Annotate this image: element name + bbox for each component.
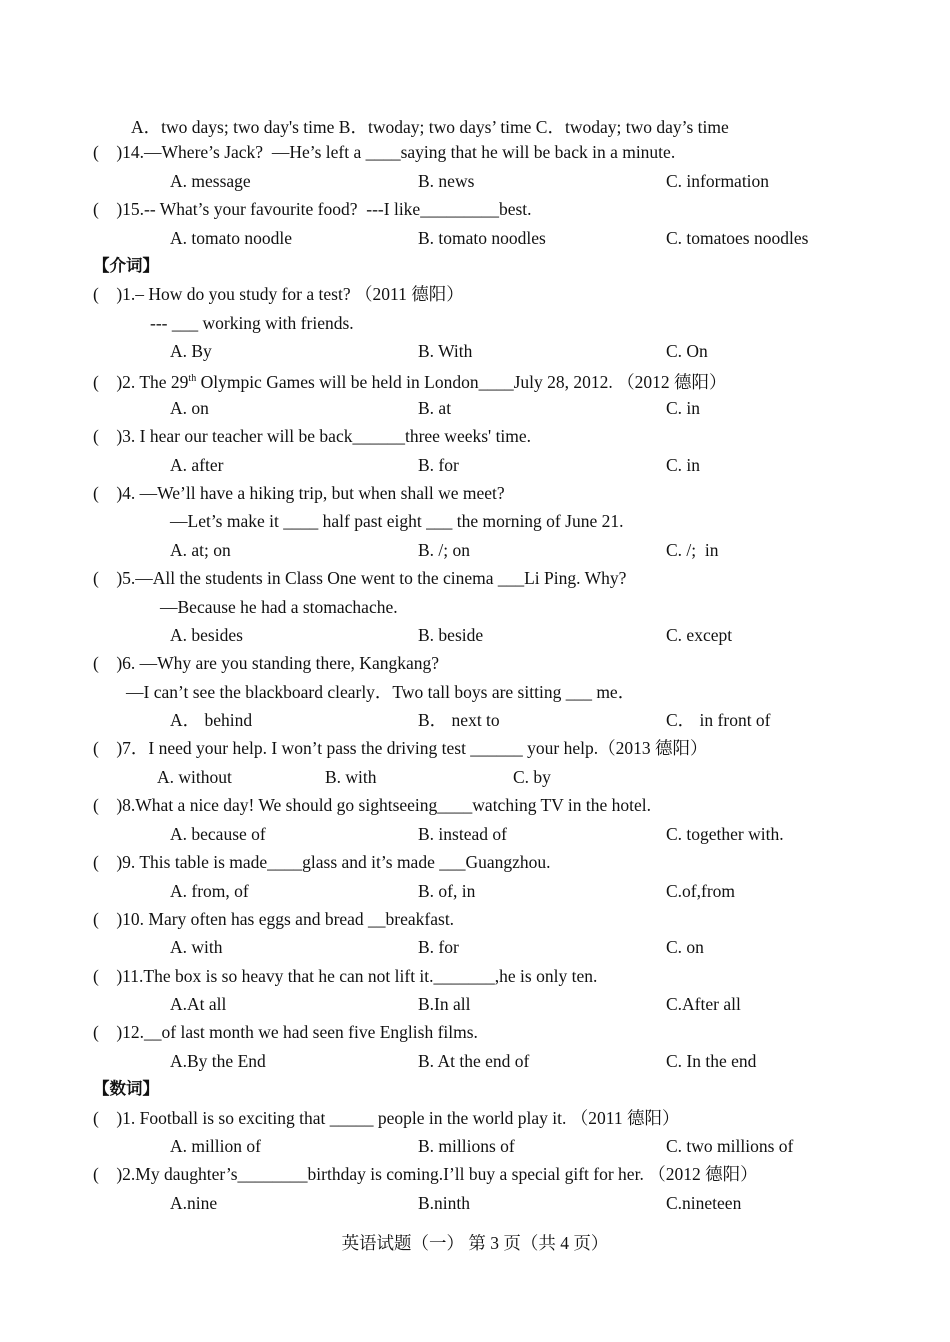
prep-q12-stem: ( )12.__of last month we had seen five English films. xyxy=(93,1022,478,1042)
prep-q9-option-c: C.of,from xyxy=(666,881,736,901)
question-14-option-a: A. message xyxy=(170,171,251,191)
carry-over-options: A．two days; two day's time B．twoday; two days’ time C．twoday; two day’s time xyxy=(131,117,729,137)
prep-q3-option-c: C. in xyxy=(666,455,701,475)
prep-q4-option-a: A. at; on xyxy=(170,540,231,560)
prep-q5-option-a: A. besides xyxy=(170,625,243,645)
prep-q7-option-a: A. without xyxy=(157,767,232,787)
prep-q10-option-a: A. with xyxy=(170,937,223,957)
num-q1-option-c: C. two millions of xyxy=(666,1136,794,1156)
prep-q8-option-c: C. together with. xyxy=(666,824,784,844)
prep-q2-stem-b: Olympic Games will be held in London____July 28, 2012. （2012 德阳） xyxy=(196,371,727,392)
question-14-stem: ( )14.—Where’s Jack? —He’s left a ____saying that he will be back in a minute. xyxy=(93,142,676,162)
prep-q9-stem: ( )9. This table is made____glass and it’s made ___Guangzhou. xyxy=(93,852,551,872)
prep-q10-option-c: C. on xyxy=(666,937,704,957)
num-q1-option-a: A. million of xyxy=(170,1136,261,1156)
prep-q2-stem-a: ( )2. The 29 xyxy=(93,371,189,392)
prep-q7-option-b: B. with xyxy=(325,767,377,787)
prep-q5-stem: ( )5.—All the students in Class One went to the cinema ___Li Ping. Why? xyxy=(93,568,627,588)
section-title-prepositions: 【介词】 xyxy=(93,256,159,275)
prep-q5-option-c: C. except xyxy=(666,625,733,645)
prep-q1-sub: --- ___ working with friends. xyxy=(150,313,354,333)
num-q2-option-b: B.ninth xyxy=(418,1193,471,1213)
question-15-option-c: C. tomatoes noodles xyxy=(666,228,809,248)
num-q2-stem: ( )2.My daughter’s________birthday is coming.I’ll buy a special gift for her. （2012 德阳） xyxy=(93,1164,758,1184)
num-q2-option-a: A.nine xyxy=(170,1193,218,1213)
prep-q11-option-c: C.After all xyxy=(666,994,741,1014)
prep-q2-option-a: A. on xyxy=(170,398,209,418)
prep-q12-option-a: A.By the End xyxy=(170,1051,266,1071)
prep-q12-option-c: C. In the end xyxy=(666,1051,757,1071)
prep-q8-option-a: A. because of xyxy=(170,824,266,844)
prep-q1-option-c: C. On xyxy=(666,341,708,361)
prep-q6-option-c: C． in front of xyxy=(666,710,771,730)
prep-q11-stem: ( )11.The box is so heavy that he can not lift it._______,he is only ten. xyxy=(93,966,598,986)
prep-q11-option-b: B.In all xyxy=(418,994,471,1014)
page-footer: 英语试题（一） 第 3 页（共 4 页） xyxy=(341,1233,609,1253)
prep-q4-option-c: C. /; in xyxy=(666,540,719,560)
prep-q8-stem: ( )8.What a nice day! We should go sightseeing____watching TV in the hotel. xyxy=(93,795,651,815)
question-14-option-c: C. information xyxy=(666,171,770,191)
prep-q9-option-b: B. of, in xyxy=(418,881,476,901)
prep-q12-option-b: B. At the end of xyxy=(418,1051,530,1071)
prep-q1-option-a: A. By xyxy=(170,341,212,361)
prep-q11-option-a: A.At all xyxy=(170,994,227,1014)
prep-q5-sub: —Because he had a stomachache. xyxy=(160,597,398,617)
prep-q4-sub: —Let’s make it ____ half past eight ___ the morning of June 21. xyxy=(170,511,624,531)
prep-q9-option-a: A. from, of xyxy=(170,881,249,901)
prep-q1-stem: ( )1.– How do you study for a test? （2011 德阳） xyxy=(93,284,464,304)
prep-q3-option-a: A. after xyxy=(170,455,224,475)
prep-q2-stem xyxy=(93,368,727,393)
num-q1-option-b: B. millions of xyxy=(418,1136,515,1156)
prep-q6-option-a: A． behind xyxy=(170,710,253,730)
prep-q8-option-b: B. instead of xyxy=(418,824,507,844)
prep-q2-option-c: C. in xyxy=(666,398,701,418)
prep-q6-sub: —I can’t see the blackboard clearly．Two tall boys are sitting ___ me． xyxy=(126,682,636,702)
prep-q3-option-b: B. for xyxy=(418,455,459,475)
question-15-option-a: A. tomato noodle xyxy=(170,228,292,248)
section-title-numerals: 【数词】 xyxy=(93,1079,159,1098)
num-q2-option-c: C.nineteen xyxy=(666,1193,742,1213)
prep-q4-option-b: B. /; on xyxy=(418,540,471,560)
prep-q6-option-b: B． next to xyxy=(418,710,500,730)
prep-q7-option-c: C. by xyxy=(513,767,551,787)
question-15-stem: ( )15.-- What’s your favourite food? ---I like_________best. xyxy=(93,199,532,219)
prep-q10-stem: ( )10. Mary often has eggs and bread __breakfast. xyxy=(93,909,455,929)
question-14-option-b: B. news xyxy=(418,171,475,191)
prep-q7-stem: ( )7．I need your help. I won’t pass the driving test ______ your help.（2013 德阳） xyxy=(93,738,708,758)
prep-q3-stem: ( )3. I hear our teacher will be back______three weeks' time. xyxy=(93,426,532,446)
prep-q10-option-b: B. for xyxy=(418,937,459,957)
num-q1-stem: ( )1. Football is so exciting that _____ people in the world play it. （2011 德阳） xyxy=(93,1108,680,1128)
prep-q5-option-b: B. beside xyxy=(418,625,484,645)
prep-q1-option-b: B. With xyxy=(418,341,473,361)
prep-q2-option-b: B. at xyxy=(418,398,452,418)
prep-q4-stem: ( )4. —We’ll have a hiking trip, but when shall we meet? xyxy=(93,483,505,503)
question-15-option-b: B. tomato noodles xyxy=(418,228,546,248)
prep-q6-stem: ( )6. —Why are you standing there, Kangkang? xyxy=(93,653,440,673)
prep-q2-superscript: th xyxy=(188,373,197,384)
